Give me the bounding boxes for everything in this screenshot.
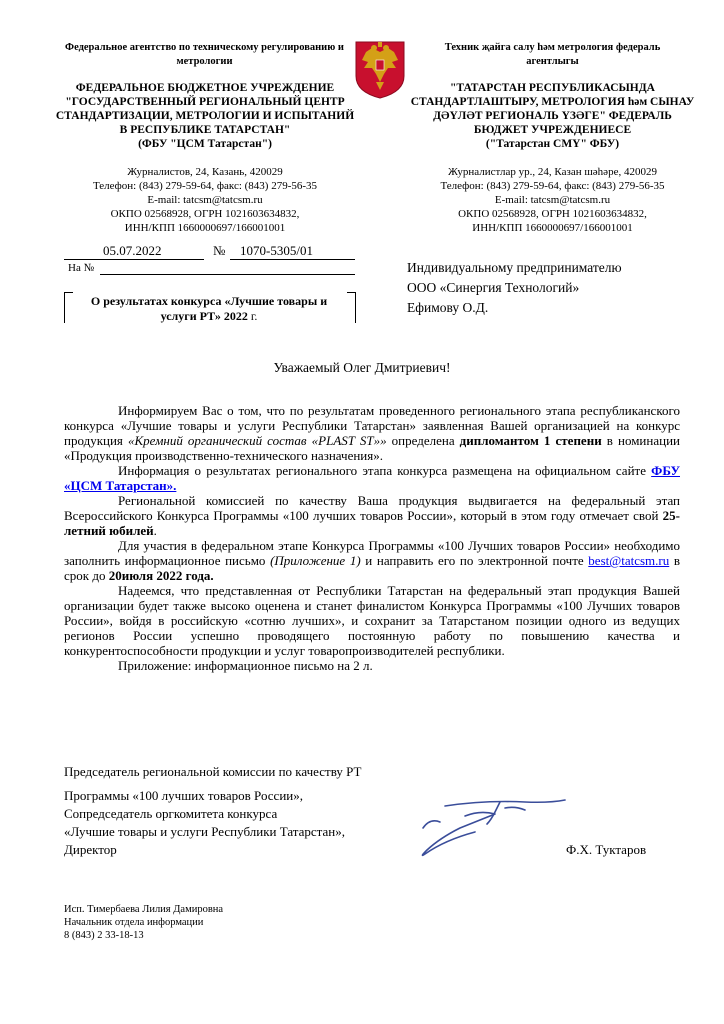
right-short-name: ("Татарстан СМҮ" ФБУ) <box>485 138 620 150</box>
p1-text-a: Информируем Вас о том, что по результатам проведенного регионального этапа республиканского конкурса «Лучшие товары и услуги Республики Татарстан» заявленная Вашей организацией на конкурс продукция <box>64 403 680 448</box>
subject-text: О результатах конкурса «Лучшие товары и услуги РТ» 2022 <box>90 294 328 323</box>
greeting: Уважаемый Олег Дмитриевич! <box>273 360 451 375</box>
signature-title-2: Программы «100 лучших товаров России», <box>64 788 303 803</box>
right-agency: Техник җайга салу һәм метрология федераль агентлыгы <box>444 42 661 67</box>
left-address: Журналистов, 24, Казань, 420029 <box>127 166 283 178</box>
executor-position: Начальник отдела информации <box>64 917 204 928</box>
p3-jubilee: 25-летний юбилей <box>64 508 680 538</box>
p4-deadline: 20июля 2022 года. <box>108 568 214 583</box>
left-email: E-mail: tatcsm@tatcsm.ru <box>147 194 263 206</box>
email-link[interactable]: best@tatcsm.ru <box>588 553 670 568</box>
signature-title-1: Председатель региональной комиссии по качеству РТ <box>64 764 362 779</box>
signatory-name: Ф.Х. Туктаров <box>566 842 647 857</box>
subject-suffix: г. <box>247 309 258 323</box>
right-address: Журналистлар ур., 24, Казан шәһәре, 420029 <box>448 166 657 178</box>
signature-title-4: «Лучшие товары и услуги Республики Татарстан», <box>64 824 345 839</box>
in-reply-underline <box>100 274 355 275</box>
paragraph-5: Надеемся, что представленная от Республики Татарстан на федеральный этап продукция Вашей организации будет также высоко оценена и станет финалистом Конкурса Программы «100 Лучших товаров России», войдя в российскую «сотню лучших», и сохранит за Татарстаном позиции одного из ведущих регионов России успешно проводящего постоянную работу по повышению качества и конкурентоспособности продукции и услуг товаропроизводителей республики. <box>64 583 680 658</box>
doc-date: 05.07.2022 <box>103 243 162 258</box>
subject-line <box>76 294 342 324</box>
right-email: E-mail: tatcsm@tatcsm.ru <box>494 194 611 206</box>
executor-block <box>64 903 223 942</box>
russian-coat-of-arms-emblem <box>354 38 406 100</box>
p1-text-c: в номинации «Продукция производственно-технического назначения». <box>64 433 680 463</box>
right-okpo: ОКПО 02568928, ОГРН 1021603634832, <box>458 208 647 220</box>
subject-bracket-right <box>347 292 356 323</box>
right-contacts <box>405 165 700 235</box>
recipient-line2: ООО «Синергия Технологий» <box>407 280 580 295</box>
left-agency: Федеральное агентство по техническому регулированию и метрологии <box>65 42 344 67</box>
date-underline <box>64 259 204 260</box>
recipient-block <box>407 258 622 318</box>
p4-text-c: в срок до <box>64 553 680 583</box>
left-inn: ИНН/КПП 1660000697/166001001 <box>124 222 286 234</box>
left-short-name: (ФБУ "ЦСМ Татарстан") <box>138 138 272 150</box>
executor-phone: 8 (843) 2 33-18-13 <box>64 930 144 941</box>
right-inn: ИНН/КПП 1660000697/166001001 <box>472 222 633 234</box>
doc-number-label: № <box>213 243 226 258</box>
number-underline <box>230 259 355 260</box>
p4-text-b: и направить его по электронной почте <box>360 553 589 568</box>
doc-number: 1070-5305/01 <box>240 243 313 258</box>
paragraph-6: Приложение: информационное письмо на 2 л. <box>118 658 373 673</box>
p1-diploma: дипломантом 1 степени <box>459 433 602 448</box>
p3-text-b: . <box>153 523 157 538</box>
paragraph-2 <box>64 463 680 493</box>
left-contacts <box>55 165 355 235</box>
site-link[interactable]: ФБУ «ЦСМ Татарстан». <box>64 463 680 493</box>
recipient-line3: Ефимову О.Д. <box>407 300 489 315</box>
left-okpo: ОКПО 02568928, ОГРН 1021603634832, <box>110 208 300 220</box>
executor-name: Исп. Тимербаева Лилия Дамировна <box>64 904 224 915</box>
left-phone: Телефон: (843) 279-59-64, факс: (843) 279-56-35 <box>92 180 318 192</box>
paragraph-3 <box>64 493 680 538</box>
left-org-name: ФЕДЕРАЛЬНОЕ БЮДЖЕТНОЕ УЧРЕЖДЕНИЕ "ГОСУДАРСТВЕННЫЙ РЕГИОНАЛЬНЫЙ ЦЕНТР СТАНДАРТИЗАЦИИ, МЕТРОЛОГИИ И ИСПЫТАНИЙ В РЕСПУБЛИКЕ ТАТАРСТАН" <box>55 82 355 136</box>
p4-appendix: (Приложение 1) <box>270 553 361 568</box>
p1-product: «Кремний органический состав «PLAST ST»» <box>128 433 387 448</box>
signature-title-3: Сопредседатель оргкомитета конкурса <box>64 806 278 821</box>
subject-bracket-left <box>64 292 73 323</box>
handwritten-signature <box>405 788 575 868</box>
right-org-name: "ТАТАРСТАН РЕСПУБЛИКАСЫНДА СТАНДАРТЛАШТЫРУ, МЕТРОЛОГИЯ һәм СЫНАУ ДӘҮЛӘТ РЕГИОНАЛЬ ҮЗӘГЕ" ФЕДЕРАЛЬ БЮДЖЕТ УЧРЕЖДЕНИЕСЕ <box>410 82 695 136</box>
in-reply-label: На № <box>68 262 95 274</box>
signature-title-5: Директор <box>64 842 117 857</box>
p4-text-a: Для участия в федеральном этапе Конкурса Программы «100 Лучших товаров России» необходимо заполнить информационное письмо <box>64 538 680 568</box>
p1-text-b: определена <box>386 433 460 448</box>
paragraph-4 <box>64 538 680 583</box>
recipient-line1: Индивидуальному предпринимателю <box>407 260 622 275</box>
letter-body <box>64 403 680 673</box>
right-phone: Телефон: (843) 279-59-64, факс: (843) 279-56-35 <box>440 180 665 192</box>
p3-text-a: Региональной комиссией по качеству Ваша продукция выдвигается на федеральный этап Всероссийского Конкурса Программы «100 лучших товаров России», который в этом году отмечает свой <box>64 493 680 523</box>
paragraph-1 <box>64 403 680 463</box>
p2-text-a: Информация о результатах регионального этапа конкурса размещена на официальном сайте <box>118 463 652 478</box>
